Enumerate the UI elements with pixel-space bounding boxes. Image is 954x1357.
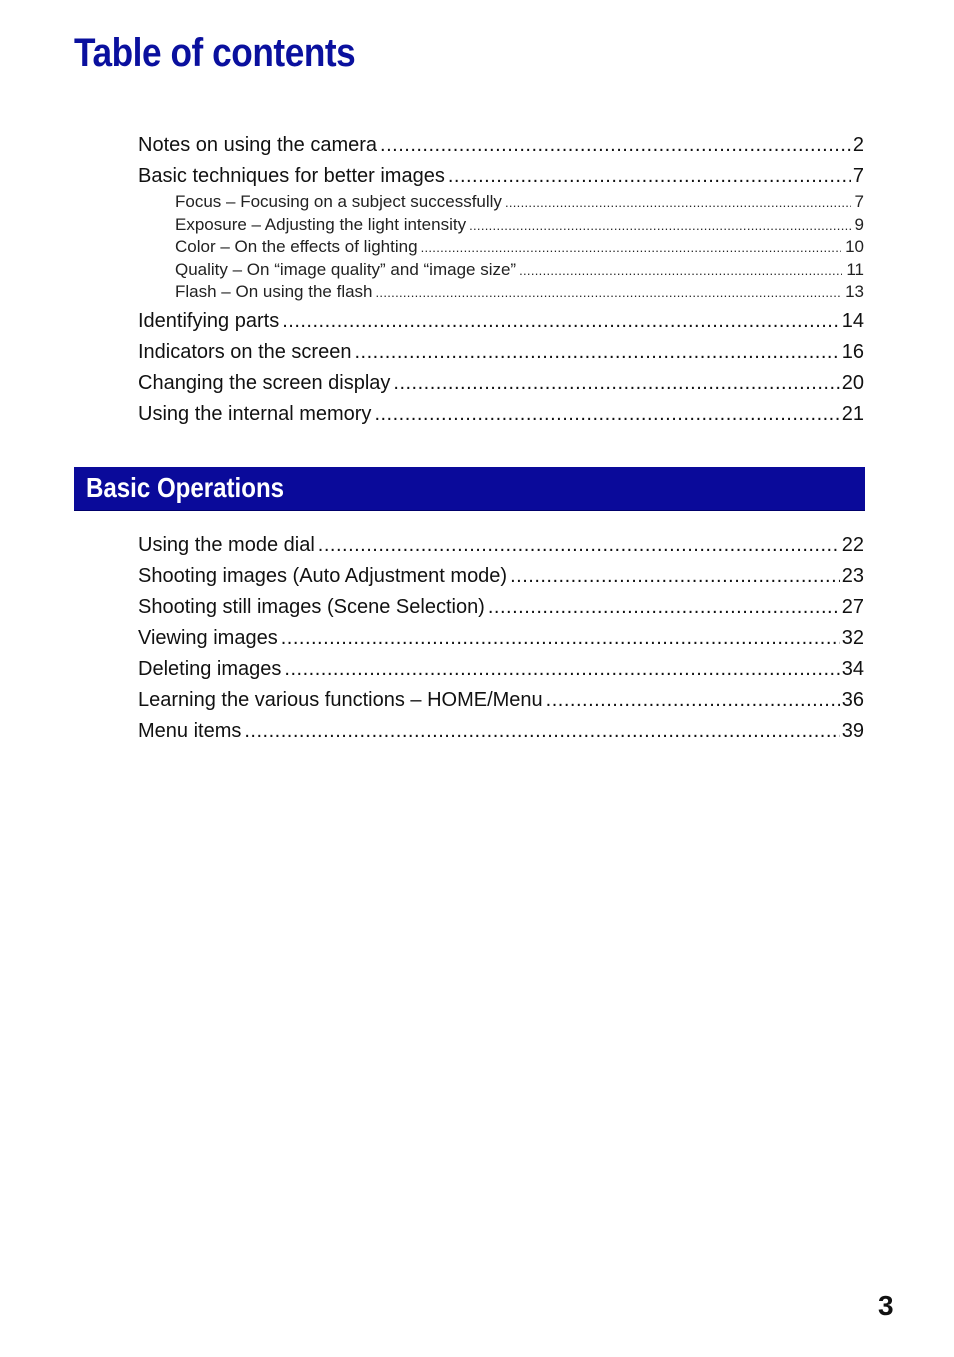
toc-entry-menu-items[interactable]: [138, 716, 864, 747]
dot-leader: [244, 716, 839, 747]
dot-leader: [505, 192, 851, 215]
page-number: 3: [878, 1290, 894, 1321]
dot-leader: [448, 161, 851, 192]
toc-entry-page: 7: [852, 165, 864, 187]
toc-subentry-flash[interactable]: [175, 281, 864, 304]
toc-subentry-label: Focus – Focusing on a subject successfully: [175, 192, 502, 211]
toc-entry-notes[interactable]: [138, 130, 864, 161]
toc-subentry-page: 13: [845, 282, 864, 302]
toc-entry-identifying-parts[interactable]: [138, 306, 864, 337]
toc-entry-page: 20: [841, 371, 864, 394]
toc-entry-mode-dial[interactable]: [138, 530, 864, 561]
toc-entry-page: 21: [841, 402, 864, 425]
toc-entry-label: Identifying parts: [138, 309, 280, 332]
page-title: Table of contents: [74, 31, 356, 75]
toc-subentry-page: 11: [846, 259, 864, 279]
dot-leader: [393, 368, 839, 399]
toc-subentry-label: Color – On the effects of lighting: [175, 237, 418, 257]
dot-leader: [376, 282, 842, 305]
toc-entry-page: 2: [852, 134, 864, 156]
toc-entry-label: Menu items: [138, 720, 242, 742]
toc-entry-label: Basic techniques for better images: [138, 165, 445, 187]
dot-leader: [354, 337, 839, 368]
toc-entry-page: 14: [841, 309, 864, 332]
toc-entry-basic-techniques[interactable]: [138, 161, 864, 192]
toc-entry-home-menu[interactable]: [138, 685, 864, 716]
toc-entry-page: 23: [841, 565, 864, 587]
dot-leader: [488, 592, 840, 623]
dot-leader: [380, 130, 851, 161]
toc-subentries: [175, 191, 864, 304]
dot-leader: [318, 530, 840, 561]
toc-subentry-label: Flash – On using the flash: [175, 282, 373, 302]
toc-subentry-color[interactable]: [175, 236, 864, 259]
dot-leader: [510, 561, 840, 592]
toc-subentry-exposure[interactable]: [175, 214, 864, 237]
toc-entry-label: Shooting images (Auto Adjustment mode): [138, 565, 508, 587]
toc-entry-page: 32: [841, 627, 864, 649]
toc-entry-label: Shooting still images (Scene Selection): [138, 596, 485, 618]
toc-entry-indicators[interactable]: [138, 337, 864, 368]
toc-entry-label: Changing the screen display: [138, 371, 391, 394]
toc-subentry-page: 7: [854, 192, 864, 211]
toc-entry-internal-memory[interactable]: [138, 399, 864, 430]
dot-leader: [421, 237, 842, 260]
toc-entry-viewing-images[interactable]: [138, 623, 864, 654]
toc-subentry-page: 9: [854, 214, 864, 234]
section-title: Basic Operations: [86, 472, 285, 503]
toc-entry-label: Using the internal memory: [138, 402, 372, 425]
toc-entry-label: Notes on using the camera: [138, 134, 378, 156]
toc-entry-page: 22: [841, 534, 864, 556]
toc-entry-screen-display[interactable]: [138, 368, 864, 399]
toc-entry-label: Indicators on the screen: [138, 340, 352, 363]
toc-subentry-quality[interactable]: [175, 259, 864, 282]
dot-leader: [374, 399, 839, 430]
toc-entry-page: 16: [841, 340, 864, 363]
toc-entry-page: 34: [841, 658, 864, 680]
dot-leader: [546, 685, 840, 716]
toc-entry-auto-adjustment[interactable]: [138, 561, 864, 592]
toc-entry-label: Viewing images: [138, 627, 278, 649]
toc-entry-page: 36: [841, 689, 864, 711]
toc-subentry-focus[interactable]: [175, 191, 864, 214]
dot-leader: [282, 306, 840, 337]
toc-subentry-label: Quality – On “image quality” and “image size”: [175, 259, 517, 279]
dot-leader: [281, 623, 840, 654]
toc-list-basic-operations: [138, 530, 864, 747]
toc-subentry-label: Exposure – Adjusting the light intensity: [175, 214, 467, 234]
toc-entry-page: 39: [841, 720, 864, 742]
section-header-basic-operations: [74, 467, 865, 511]
toc-entry-page: 27: [841, 596, 864, 618]
toc-entry-label: Deleting images: [138, 658, 282, 680]
toc-entry-scene-selection[interactable]: [138, 592, 864, 623]
dot-leader: [469, 215, 850, 238]
toc-subentry-page: 10: [845, 237, 864, 257]
toc-list-intro: [138, 130, 864, 430]
dot-leader: [519, 260, 842, 283]
toc-entry-label: Using the mode dial: [138, 534, 315, 556]
dot-leader: [284, 654, 839, 685]
toc-entry-label: Learning the various functions – HOME/Menu: [138, 689, 543, 711]
toc-entry-deleting-images[interactable]: [138, 654, 864, 685]
